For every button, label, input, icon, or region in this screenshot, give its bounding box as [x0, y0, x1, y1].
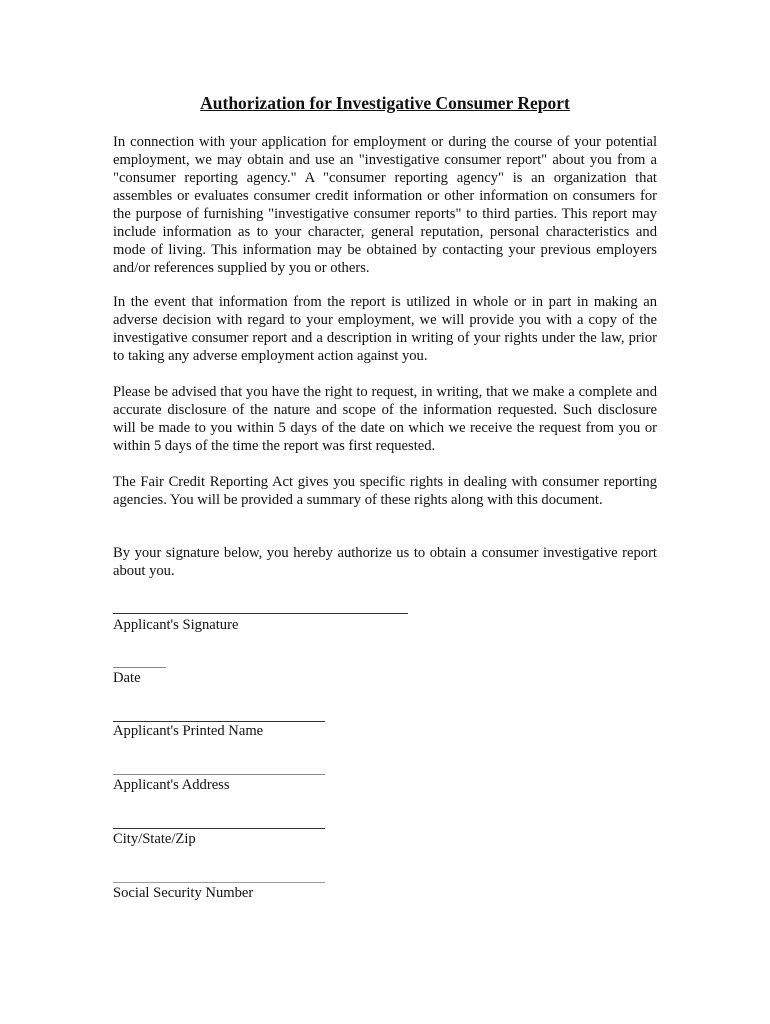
date-line[interactable]: [113, 667, 166, 668]
signature-line[interactable]: [113, 613, 408, 614]
ssn-label: Social Security Number: [113, 885, 254, 901]
paragraph-disclosure-rights: Please be advised that you have the right to request, in writing, that we make a complete and accurate disclosure of the nature and scope of the information requested. Such disclosure will be made to you within 5 days of the date on which we receive the request from you or within 5 days of the time the report was first requested.: [113, 384, 657, 454]
address-label: Applicant's Address: [113, 777, 230, 793]
city-state-zip-label: City/State/Zip: [113, 831, 196, 847]
printed-name-label: Applicant's Printed Name: [113, 723, 264, 739]
document-title: Authorization for Investigative Consumer Report: [200, 93, 570, 113]
city-state-zip-line[interactable]: [113, 828, 325, 829]
paragraph-authorization: By your signature below, you hereby authorize us to obtain a consumer investigative report about you.: [113, 545, 657, 579]
address-line[interactable]: [113, 774, 325, 775]
paragraph-adverse-action: In the event that information from the report is utilized in whole or in part in making an adverse decision with regard to your employment, we will provide you with a copy of the investigative consumer report and a description in writing of your rights under the law, prior to taking any adverse employment action against you.: [113, 294, 657, 364]
ssn-line[interactable]: [113, 882, 325, 883]
date-label: Date: [113, 670, 141, 686]
paragraph-fcra: The Fair Credit Reporting Act gives you specific rights in dealing with consumer reporting agencies. You will be provided a summary of these rights along with this document.: [113, 474, 657, 508]
paragraph-consent-overview: In connection with your application for employment or during the course of your potential employment, we may obtain and use an "investigative consumer report" about you from a "consumer reporting agency." A "consumer reporting agency" is an organization that assembles or evaluates consumer credit information or other information on consumers for the purpose of furnishing "investigative consumer reports" to third parties. This report may include information as to your character, general reputation, personal characteristics and mode of living. This information may be obtained by contacting your previous employers and/or references supplied by you or others.: [113, 134, 657, 276]
signature-label: Applicant's Signature: [113, 617, 239, 633]
